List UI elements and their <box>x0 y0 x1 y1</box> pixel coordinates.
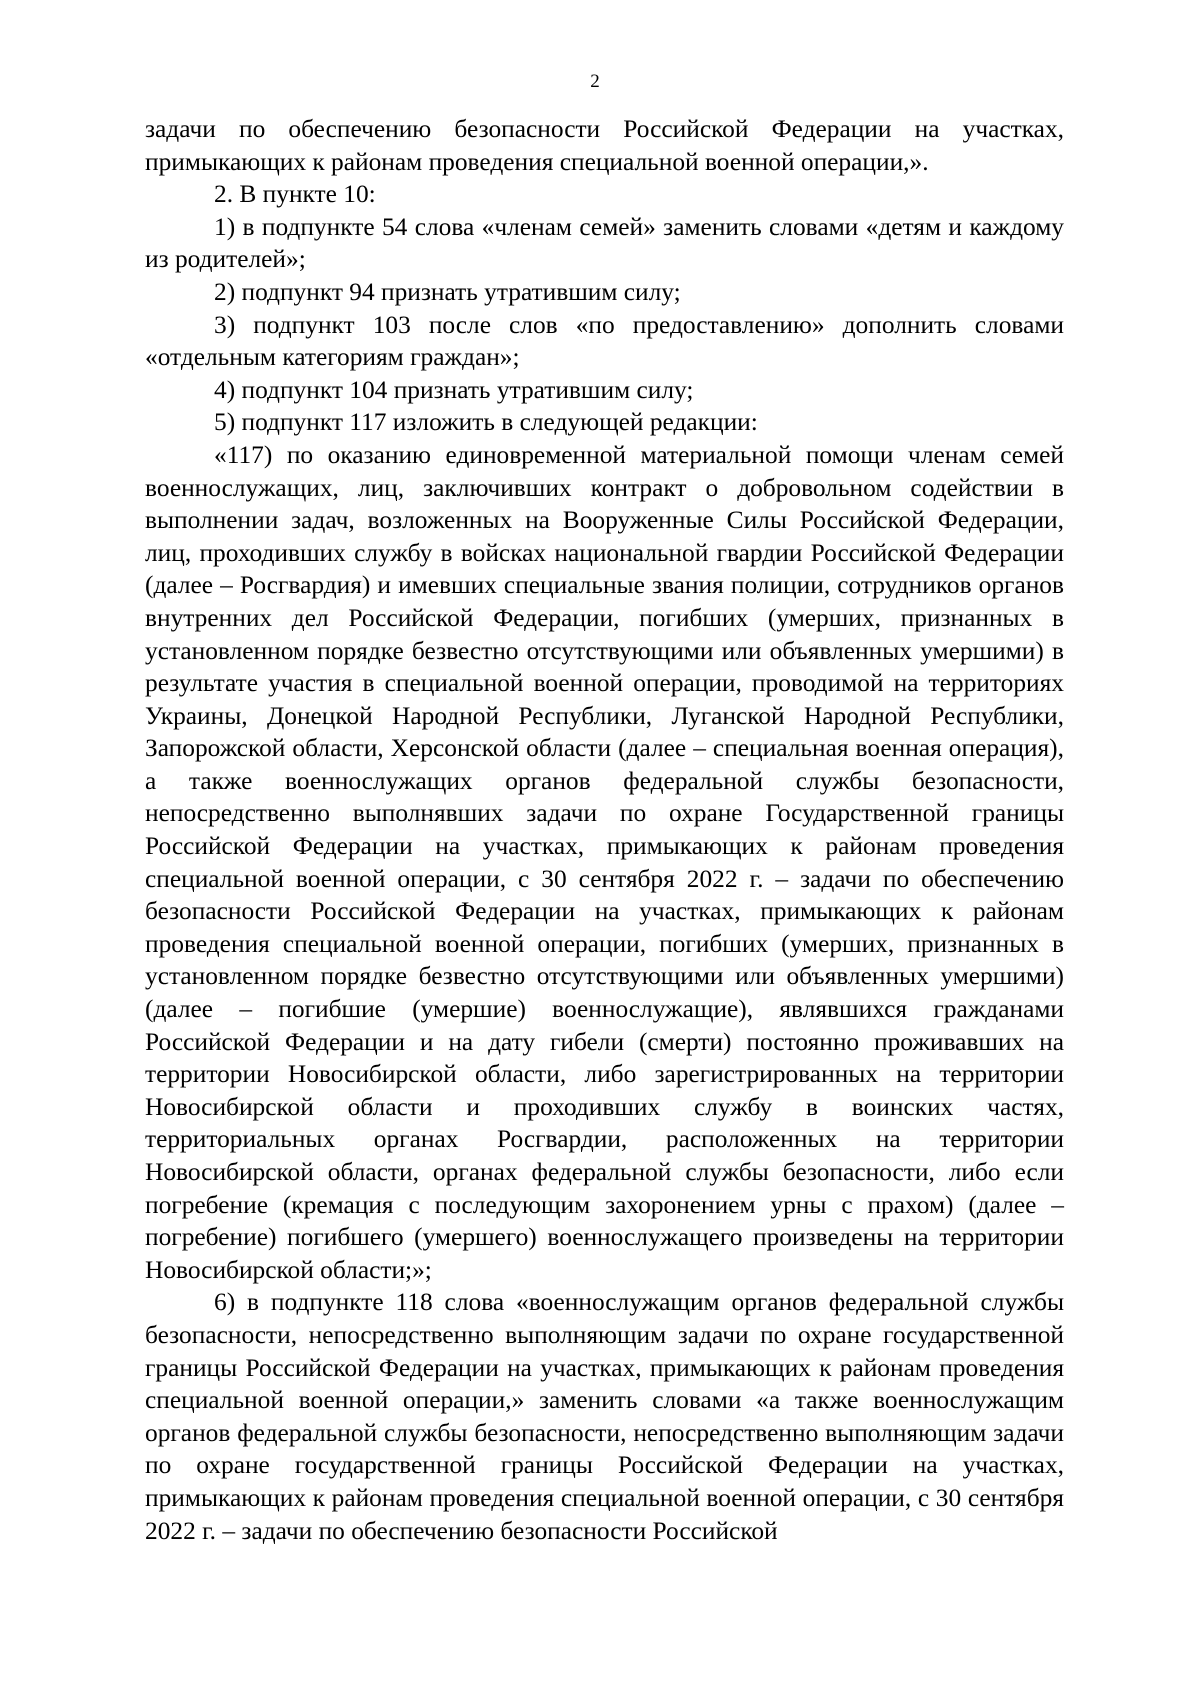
paragraph-subitem-2: 2) подпункт 94 признать утратившим силу; <box>214 277 681 306</box>
paragraph-item-2-heading: 2. В пункте 10: <box>214 180 376 209</box>
document-body <box>145 113 1064 1547</box>
paragraph-subitem-117-text: «117) по оказанию единовременной материальной помощи членам семей военнослужащих, лиц, заключивших контракт о добровольном содействии в выполнении задач, возложенных на Вооруженные Силы Российской Федерации, лиц, проходивших службу в войсках национальной гвардии Российской Федерации (далее – Росгвардия) и имевших специальные звания полиции, сотрудников органов внутренних дел Российской Федерации, погибших (умерших, признанных в установленном порядке безвестно отсутствующими или объявленных умершими) в результате участия в специальной военной операции, проводимой на территориях Украины, Донецкой Народной Республики, Луганской Народной Республики, Запорожской области, Херсонской области (далее – специальная военная операция), а также военнослужащих органов федеральной службы безопасности, непосредственно выполнявших задачи по охране Государственной границы Российской Федерации на участках, примыкающих к районам проведения специальной военной операции, с 30 сентября 2022 г. – задачи по обеспечению безопасности Российской Федерации на участках, примыкающих к районам проведения специальной военной операции, погибших (умерших, признанных в установленном порядке безвестно отсутствующими или объявленных умершими) (далее – погибшие (умершие) военнослужащие), являвшихся гражданами Российской Федерации и на дату гибели (смерти) постоянно проживавших на территории Новосибирской области, либо зарегистрированных на территории Новосибирской области и проходивших службу в воинских частях, территориальных органах Росгвардии, расположенных на территории Новосибирской области, органах федеральной службы безопасности, либо если погребение (кремация с последующим захоронением урны с прахом) (далее – погребение) погибшего (умершего) военнослужащего произведены на территории Новосибирской области;»; <box>145 440 1064 1284</box>
paragraph-subitem-6: 6) в подпункте 118 слова «военнослужащим органов федеральной службы безопасности, непосредственно выполняющим задачи по охране государственной границы Российской Федерации на участках, примыкающих к районам проведения специальной военной операции,» заменить словами «а также военнослужащим органов федеральной службы безопасности, непосредственно выполняющим задачи по охране государственной границы Российской Федерации на участках, примыкающих к районам проведения специальной военной операции, с 30 сентября 2022 г. – задачи по обеспечению безопасности Российской <box>145 1288 1064 1545</box>
paragraph-subitem-4: 4) подпункт 104 признать утратившим силу; <box>214 375 694 404</box>
paragraph-continuation: задачи по обеспечению безопасности Российской Федерации на участках, примыкающих к районам проведения специальной военной операции,». <box>145 115 1064 176</box>
page-number: 2 <box>590 71 600 92</box>
paragraph-subitem-5: 5) подпункт 117 изложить в следующей редакции: <box>214 408 758 437</box>
paragraph-subitem-3: 3) подпункт 103 после слов «по предоставлению» дополнить словами «отдельным категориям граждан»; <box>145 310 1064 372</box>
paragraph-subitem-1: 1) в подпункте 54 слова «членам семей» заменить словами «детям и каждому из родителей»; <box>145 212 1064 274</box>
